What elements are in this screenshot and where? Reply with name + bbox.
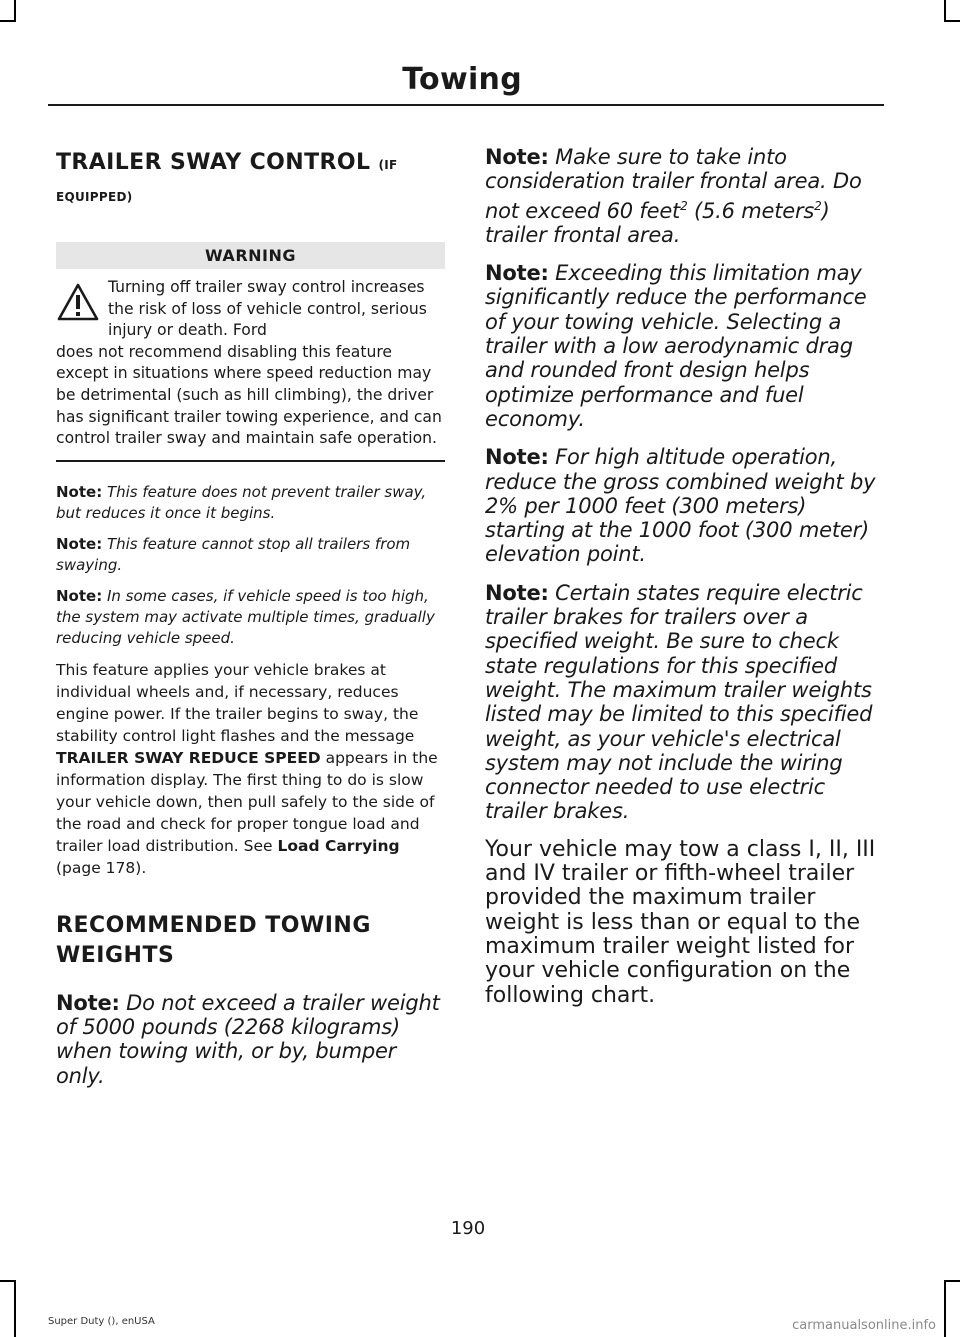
- note: Note: For high altitude operation, reduce the gross combined weight by 2% per 1000 feet (300 meters) starting at the 1000 foot (300 meter) elevation point.: [485, 445, 876, 567]
- crop-mark: [944, 1280, 946, 1337]
- note: Note: Do not exceed a trailer weight of 5000 pounds (2268 kilograms) when towing with, or by, bumper only.: [56, 990, 440, 1088]
- note: Note: In some cases, if vehicle speed is too high, the system may activate multiple times, gradually reducing vehicle speed.: [56, 586, 435, 647]
- note: Note: This feature does not prevent trailer sway, but reduces it once it begins.: [56, 482, 427, 522]
- watermark: carmanualsonline.info: [792, 1318, 936, 1333]
- note: Note: Exceeding this limitation may significantly reduce the performance of your towing vehicle. Selecting a trailer with a low aerodynamic drag and rounded front design helps optimize performance and fuel economy.: [485, 261, 867, 431]
- body-paragraph: This feature applies your vehicle brakes at individual wheels and, if necessary, reduces engine power. If the trailer begins to sway, the stability control light flashes and the message TRAILER SWAY REDUCE SPEED appears in the information display. The first thing to do is slow your vehicle down, then pull safely to the side of the road and check for proper tongue load and trailer load distribution. See Load Carrying (page 178).: [56, 660, 438, 877]
- section-title-towing-weights: RECOMMENDED TOWING WEIGHTS: [56, 912, 371, 968]
- warning-text: Turning off trailer sway control increases the risk of loss of vehicle control, serious injury or death. Ford does not recommend disabling this feature except in situations where speed reduction may be detrimental (such as hill climbing), the driver has significant trailer towing experience, and can control trailer sway and maintain safe operation.: [56, 278, 442, 448]
- right-column: [485, 145, 880, 1008]
- warning-box: [56, 269, 445, 462]
- crop-mark: [0, 20, 16, 22]
- note: Note: Make sure to take into consideration trailer frontal area. Do not exceed 60 feet$^2$ (5.6 meters$^2$) trailer frontal area.: [485, 145, 862, 247]
- crop-mark: [14, 0, 16, 22]
- page-number: 190: [450, 1218, 486, 1239]
- left-column: [56, 148, 445, 1102]
- warning-heading: WARNING: [56, 242, 445, 269]
- cross-reference-link[interactable]: Load Carrying: [277, 836, 400, 855]
- warning-triangle-icon: [56, 281, 100, 325]
- warning-divider: [56, 460, 445, 462]
- crop-mark: [944, 0, 946, 22]
- section-title-trailer-sway: TRAILER SWAY CONTROL (IF EQUIPPED): [56, 150, 398, 204]
- crop-mark: [944, 20, 960, 22]
- note: Note: Certain states require electric trailer brakes for trailers over a specified weight. Be sure to check state regulations for this specified weight. The maximum trailer weights listed may be limited to this specified weight, as your vehicle's electrical system may not include the wiring connector needed to use electric trailer brakes.: [485, 580, 873, 824]
- footer-doc-info: Super Duty (), enUSA: [48, 1316, 155, 1327]
- body-paragraph: Your vehicle may tow a class I, II, III and IV trailer or fifth-wheel trailer provided the maximum trailer weight is less than or equal to the maximum trailer weight listed for your vehicle configuration on the following chart.: [485, 836, 876, 1008]
- header-divider: [48, 104, 884, 106]
- section-title-qualifier: (IF EQUIPPED): [56, 158, 398, 204]
- crop-mark: [944, 1280, 960, 1282]
- message-text: TRAILER SWAY REDUCE SPEED: [56, 748, 321, 767]
- crop-mark: [14, 1280, 16, 1337]
- page-header-title: Towing: [402, 62, 522, 97]
- crop-mark: [0, 1280, 16, 1282]
- note: Note: This feature cannot stop all trailers from swaying.: [56, 534, 411, 574]
